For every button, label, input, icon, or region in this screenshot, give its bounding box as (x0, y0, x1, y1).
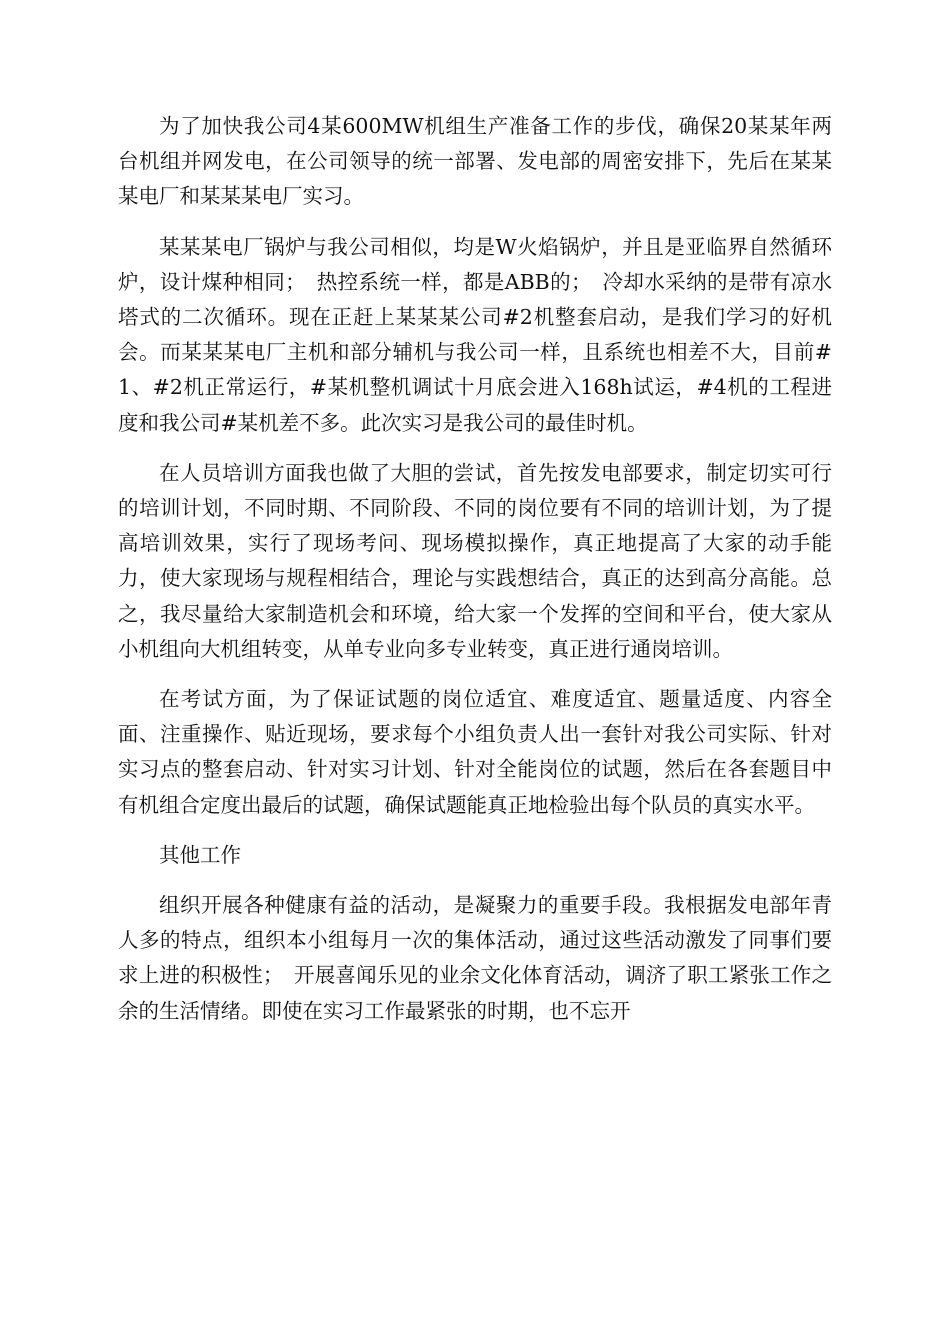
paragraph-intro: 为了加快我公司4某600MW机组生产准备工作的步伐，确保20某某年两台机组并网发电，在公司领导的统一部署、发电部的周密安排下，先后在某某某电厂和某某某电厂实习。 (118, 114, 832, 209)
paragraph-activities: 组织开展各种健康有益的活动，是凝聚力的重要手段。我根据发电部年青人多的特点，组织本小组每月一次的集体活动，通过这些活动激发了同事们要求上进的积极性； 开展喜闻乐见的业余文化体育活动，调济了职工紧张工作之余的生活情绪。即使在实习工作最紧张的时期，也不忘开 (118, 893, 832, 1023)
section-heading-other-work: 其他工作 (159, 842, 241, 867)
paragraph-training: 在人员培训方面我也做了大胆的尝试，首先按发电部要求，制定切实可行的培训计划，不同时期、不同阶段、不同的岗位要有不同的培训计划，为了提高培训效果，实行了现场考问、现场模拟操作，真正地提高了大家的动手能力，使大家现场与规程相结合，理论与实践想结合，真正的达到高分高能。总之，我尽量给大家制造机会和环境，给大家一个发挥的空间和平台，使大家从小机组向大机组转变，从单专业向多专业转变，真正进行通岗培训。 (118, 460, 832, 661)
document-page (118, 109, 832, 1044)
paragraph-exams: 在考试方面，为了保证试题的岗位适宜、难度适宜、题量适度、内容全面、注重操作、贴近现场，要求每个小组负责人出一套针对我公司实际、针对实习点的整套启动、针对实习计划、针对全能岗位的试题，然后在各套题目中有机组合定度出最后的试题，确保试题能真正地检验出每个队员的真实水平。 (118, 687, 832, 817)
paragraph-plant-comparison: 某某某电厂锅炉与我公司相似，均是W火焰锅炉，并且是亚临界自然循环炉，设计煤种相同； 热控系统一样，都是ABB的； 冷却水采纳的是带有凉水塔式的二次循环。现在正赶上某某某公司#2机整套启动，是我们学习的好机会。而某某某电厂主机和部分辅机与我公司一样，且系统也相差不大，目前#1、#2机正常运行，#某机整机调试十月底会进入168h试运，#4机的工程进度和我公司#某机差不多。此次实习是我公司的最佳时机。 (118, 234, 832, 435)
